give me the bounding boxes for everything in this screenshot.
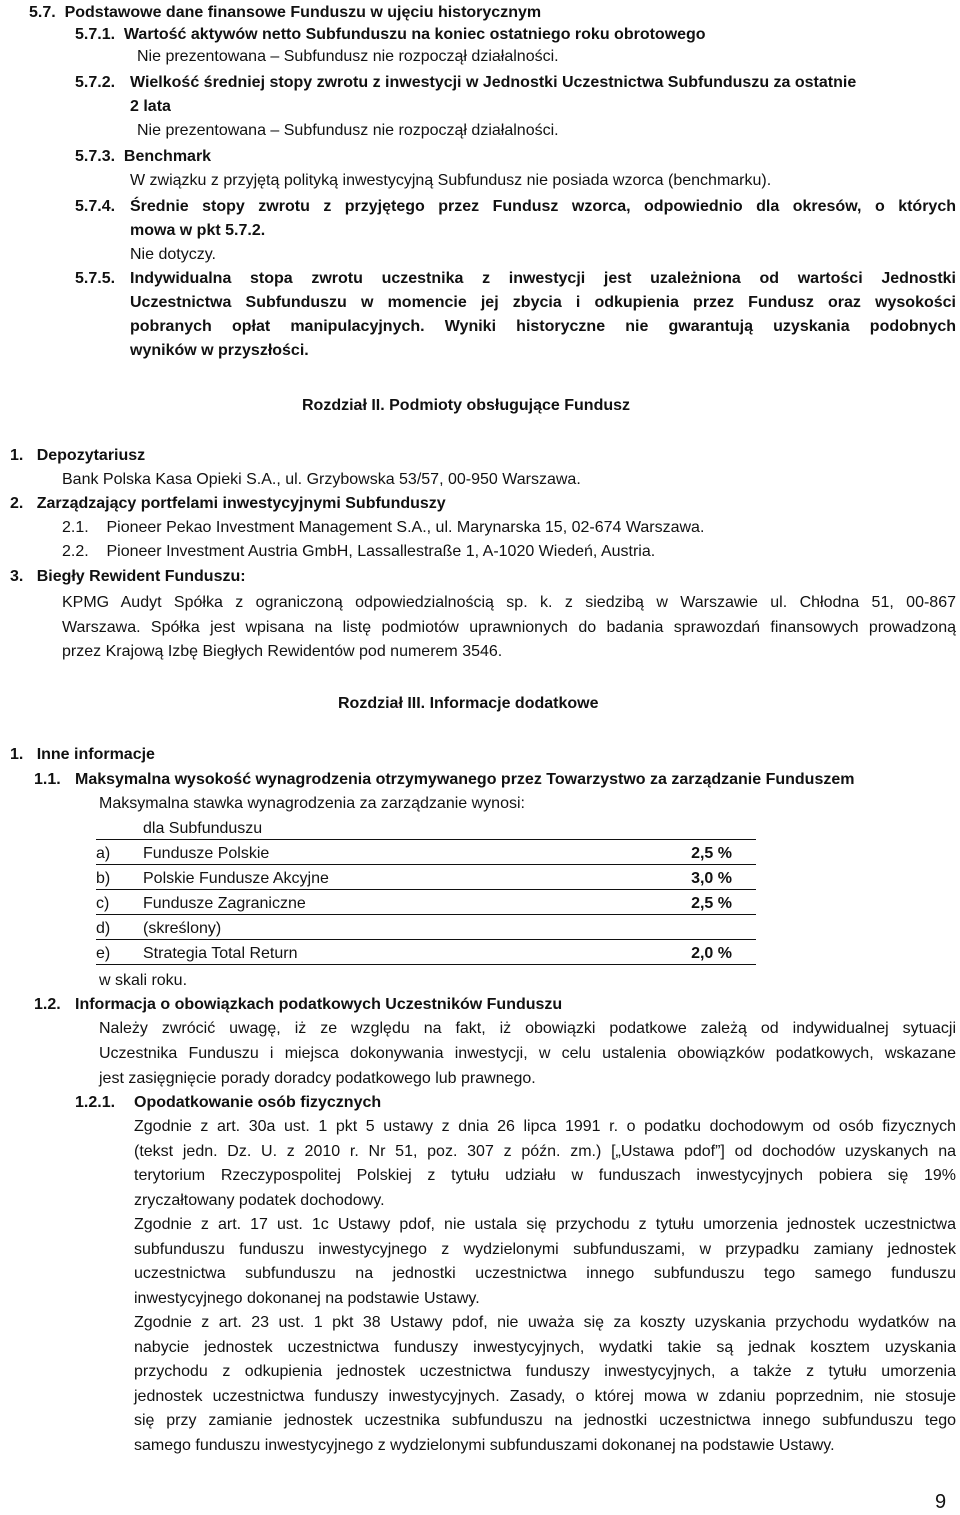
tax-paragraph-line: (tekst jedn. Dz. U. z 2010 r. Nr 51, poz. 307 z późn. zm.) [„Ustawa pdof”] od dochodów uzyskanych na: [134, 1142, 956, 1160]
section-5-7-3-heading: 5.7.3. Benchmark: [75, 148, 212, 165]
section-1-2-1-title: Opodatkowanie osób fizycznych: [134, 1094, 382, 1111]
section-1-2-title: Informacja o obowiązkach podatkowych Uczestników Funduszu: [75, 996, 563, 1013]
zarzadzajacy-2-1: 2.1. Pioneer Pekao Investment Management S.A., ul. Marynarska 15, 02-674 Warszawa.: [62, 519, 705, 536]
fee-row-rule: [96, 964, 756, 965]
section-1-2-line1: Należy zwrócić uwagę, iż ze względu na fakt, iż obowiązki podatkowe zależą od indywidualnej sytuacji: [99, 1020, 956, 1037]
fee-table-rule: [96, 839, 756, 840]
tax-paragraph-line: inwestycyjnego dokonanej na podstawie Ustawy.: [134, 1289, 480, 1307]
section-5-7-2-number: 5.7.2.: [75, 74, 116, 91]
fee-footer: w skali roku.: [99, 972, 188, 989]
fee-row-letter: e): [96, 945, 111, 962]
section-5-7-4-title-line2: mowa w pkt 5.7.2.: [130, 222, 266, 239]
section-5-7-5-line2: Uczestnictwa Subfunduszu w momencie jej zbycia i odkupienia przez Fundusz oraz wysokości: [130, 294, 956, 311]
section-1-2-1-number: 1.2.1.: [75, 1094, 116, 1111]
fee-row-rule: [96, 889, 756, 890]
fee-row-rate: 2,5 %: [691, 895, 732, 912]
section-1-1-number: 1.1.: [34, 771, 61, 788]
bieg-rewident-line3: przez Krajową Izbę Biegłych Rewidentów pod numerem 3546.: [62, 643, 503, 660]
tax-paragraph-line: zryczałtowany podatek dochodowy.: [134, 1191, 385, 1209]
fee-row-rate: 2,5 %: [691, 845, 732, 862]
item-zarzadzajacy-heading: 2. Zarządzający portfelami inwestycyjnymi Subfunduszy: [10, 495, 446, 512]
bieg-rewident-line1: KPMG Audyt Spółka z ograniczoną odpowiedzialnością sp. k. z siedzibą w Warszawie ul. Chłodna 51, 00-867: [62, 594, 956, 611]
fee-row-name: Fundusze Zagraniczne: [143, 895, 306, 912]
fee-row-rate: 2,0 %: [691, 945, 732, 962]
tax-paragraph-line: Zgodnie z art. 17 ust. 1c Ustawy pdof, nie ustala się przychodu z tytułu umorzenia jednostek uczestnictwa: [134, 1216, 956, 1233]
section-1-1-title: Maksymalna wysokość wynagrodzenia otrzymywanego przez Towarzystwo za zarządzanie Funduszem: [75, 771, 855, 788]
section-5-7-1-heading: 5.7.1. Wartość aktywów netto Subfunduszu na koniec ostatniego roku obrotowego: [75, 26, 706, 43]
tax-paragraph-line: przychodu z odkupienia jednostek uczestnictwa funduszy inwestycyjnych, a także z tytułu umorzenia: [134, 1363, 956, 1380]
fee-row-rule: [96, 864, 756, 865]
section-5-7-3-body: W związku z przyjętą polityką inwestycyjną Subfundusz nie posiada wzorca (benchmarku).: [130, 172, 772, 189]
tax-paragraph-line: terytorium Rzeczypospolitej Polskiej z tytułu udziału w funduszach inwestycyjnych pobiera się 19%: [134, 1167, 956, 1184]
item-bieg-rewident-heading: 3. Biegły Rewident Funduszu:: [10, 568, 246, 585]
tax-paragraph-line: Zgodnie z art. 23 ust. 1 pkt 38 Ustawy pdof, nie uważa się za koszty uzyskania przychodu wydatków na: [134, 1314, 956, 1331]
section-5-7-4-title-line1: Średnie stopy zwrotu z przyjętego przez Fundusz wzorca, odpowiednio dla okresów, o których: [130, 198, 956, 215]
fee-row-letter: c): [96, 895, 110, 912]
section-5-7-1-body: Nie prezentowana – Subfundusz nie rozpoczął działalności.: [137, 48, 559, 65]
item-depozytariusz-heading: 1. Depozytariusz: [10, 447, 146, 464]
tax-paragraph-line: subfunduszu funduszu inwestycyjnego z wydzielonymi subfunduszami, w przypadku zamiany jednostek: [134, 1240, 956, 1258]
section-5-7-2-body: Nie prezentowana – Subfundusz nie rozpoczął działalności.: [137, 122, 559, 139]
chapter-3-title: Rozdział III. Informacje dodatkowe: [338, 695, 599, 712]
section-5-7-2-title-line2: 2 lata: [130, 98, 171, 115]
fee-row-name: (skreślony): [143, 920, 222, 937]
page-number: 9: [935, 1491, 947, 1513]
section-1-2-line3: jest zasięgnięcie porady doradcy podatkowego lub prawnego.: [99, 1070, 536, 1087]
fee-intro: Maksymalna stawka wynagrodzenia za zarządzanie wynosi:: [99, 795, 525, 812]
fee-table-header: dla Subfunduszu: [143, 820, 263, 837]
section-5-7-5-line3: pobranych opłat manipulacyjnych. Wyniki historyczne nie gwarantują uzyskania podobnych: [130, 318, 956, 335]
bieg-rewident-line2: Warszawa. Spółka jest wpisana na listę podmiotów uprawnionych do badania sprawozdań finansowych prowadzoną: [62, 619, 956, 636]
section-5-7-5-number: 5.7.5.: [75, 270, 116, 287]
section-5-7-4-body: Nie dotyczy.: [130, 246, 216, 263]
section-5-7-5-line1: Indywidualna stopa zwrotu uczestnika z inwestycji jest uzależniona od wartości Jednostki: [130, 270, 956, 287]
fee-row-name: Strategia Total Return: [143, 945, 298, 962]
section-5-7-5-line4: wyników w przyszłości.: [130, 342, 309, 359]
section-5-7-2-title-line1: Wielkość średniej stopy zwrotu z inwestycji w Jednostki Uczestnictwa Subfunduszu za ostatnie: [130, 74, 857, 91]
fee-row-rule: [96, 914, 756, 915]
fee-row-letter: b): [96, 870, 111, 887]
tax-paragraph-line: nabycie jednostek uczestnictwa funduszy inwestycyjnych, wydatki takie są jednak kosztem uzyskania: [134, 1338, 956, 1356]
fee-row-name: Fundusze Polskie: [143, 845, 270, 862]
tax-paragraph-line: uczestnictwa subfunduszu na jednostki uczestnictwa innego subfunduszu tego samego funduszu: [134, 1265, 956, 1282]
chapter-2-title: Rozdział II. Podmioty obsługujące Fundusz: [302, 397, 631, 414]
item-inne-informacje-heading: 1. Inne informacje: [10, 746, 155, 763]
section-5-7-heading: 5.7. Podstawowe dane finansowe Funduszu w ujęciu historycznym: [29, 4, 542, 21]
tax-paragraph-line: Zgodnie z art. 30a ust. 1 pkt 5 ustawy z dnia 26 lipca 1991 r. o podatku dochodowym od osób fizycznych: [134, 1118, 956, 1135]
depozytariusz-body: Bank Polska Kasa Opieki S.A., ul. Grzybowska 53/57, 00-950 Warszawa.: [62, 471, 581, 488]
fee-row-rate: 3,0 %: [691, 870, 732, 887]
tax-paragraph-line: jednostek uczestnictwa funduszy inwestycyjnych. Zasady, o której mowa w zdaniu poprzednim, nie stosuje: [134, 1387, 956, 1405]
tax-paragraph-line: się przy zamianie jednostek uczestnika subfunduszu na jednostki uczestnictwa innego subfunduszu tego: [134, 1412, 956, 1429]
section-1-2-line2: Uczestnika Funduszu i miejsca dokonywania inwestycji, w celu ustalenia obowiązków podatkowych, wskazane: [99, 1045, 956, 1062]
fee-row-letter: a): [96, 845, 111, 862]
section-5-7-4-number: 5.7.4.: [75, 198, 116, 215]
fee-row-rule: [96, 939, 756, 940]
tax-paragraph-line: samego funduszu inwestycyjnego z wydzielonymi subfunduszami dokonanej na podstawie Ustawy.: [134, 1436, 835, 1454]
zarzadzajacy-2-2: 2.2. Pioneer Investment Austria GmbH, Lassallestraße 1, A-1020 Wiedeń, Austria.: [62, 543, 656, 560]
fee-row-name: Polskie Fundusze Akcyjne: [143, 870, 329, 887]
section-1-2-number: 1.2.: [34, 996, 61, 1013]
fee-row-letter: d): [96, 920, 111, 937]
